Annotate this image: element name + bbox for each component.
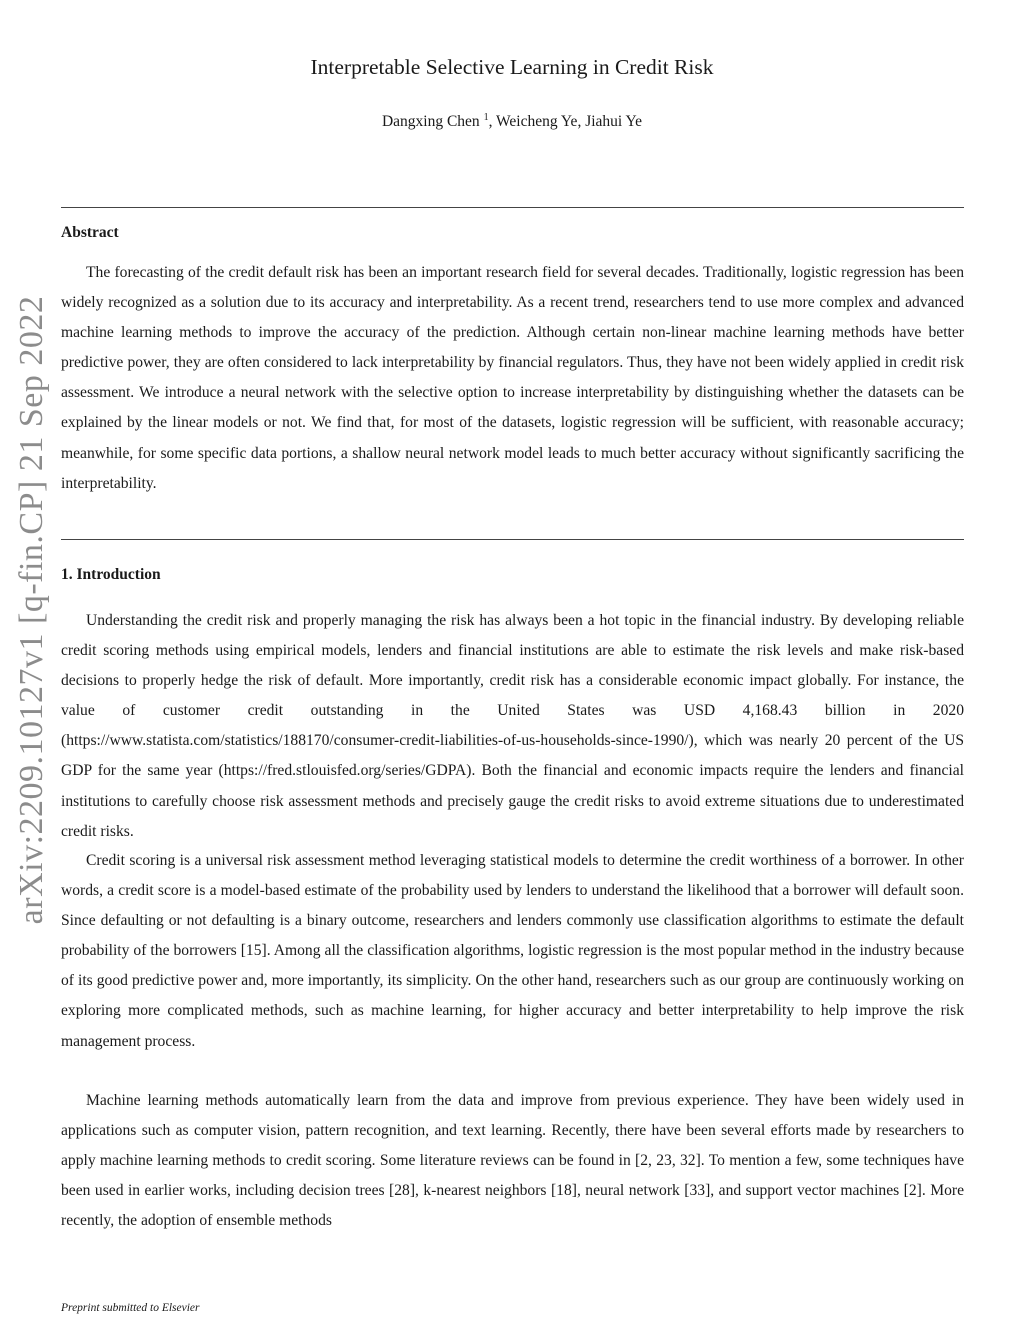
author-line bbox=[0, 112, 1024, 131]
preprint-footer: Preprint submitted to Elsevier bbox=[61, 1302, 200, 1314]
author-first: Dangxing Chen bbox=[381, 113, 480, 131]
abstract-bottom-rule bbox=[61, 539, 964, 540]
abstract-text: The forecasting of the credit default risk has been an important research field for several decades. Traditionally, logistic regression has been widely recognized as a solution due to its accuracy and interpretability. As a recent trend, researchers tend to use more complex and advanced machine learning methods to improve the accuracy of the prediction. Although certain non-linear machine learning methods have better predictive power, they are often considered to lack interpretability by financial regulators. Thus, they have not been widely applied in credit risk assessment. We introduce a neural network with the selective option to increase interpretability by distinguishing whether the datasets can be explained by the linear models or not. We find that, for most of the datasets, logistic regression will be sufficient, with reasonable accuracy; meanwhile, for some specific data portions, a shallow neural network model leads to much better accuracy without significantly sacrificing the interpretability. bbox=[61, 264, 964, 492]
author-affiliation-mark: 1 bbox=[483, 112, 489, 123]
abstract-heading: Abstract bbox=[61, 224, 119, 241]
author-others: , Weicheng Ye, Jiahui Ye bbox=[488, 113, 643, 131]
introduction-paragraph-1: Understanding the credit risk and properly managing the risk has always been a hot topic in the financial industry. By developing reliable credit scoring methods using empirical models, lenders and financial institutions are able to estimate the risk levels and make risk-based decisions to properly hedge the risk of default. More importantly, credit risk has a considerable economic impact globally. For instance, the value of customer credit outstanding in the United States was USD 4,168.43 billion in 2020 (https://www.statista.com/statistics/188170/consumer-credit-liabilities-of-us-households-since-1990/), which was nearly 20 percent of the US GDP for the same year (https://fred.stlouisfed.org/series/GDPA). Both the financial and economic impacts require the lenders and financial institutions to carefully choose risk assessment methods and precisely gauge the credit risks to avoid extreme situations due to underestimated credit risks. bbox=[61, 612, 964, 840]
paper-title: Interpretable Selective Learning in Credit Risk bbox=[310, 55, 714, 79]
introduction-heading: 1. Introduction bbox=[61, 566, 161, 583]
introduction-paragraph-2: Credit scoring is a universal risk assessment method leveraging statistical models to determine the credit worthiness of a borrower. In other words, a credit score is a model-based estimate of the probability used by lenders to understand the likelihood that a borrower will default soon. Since defaulting or not defaulting is a binary outcome, researchers and lenders commonly use classification algorithms to estimate the default probability of the borrowers [15]. Among all the classification algorithms, logistic regression is the most popular method in the industry because of its good predictive power and, more importantly, its simplicity. On the other hand, researchers such as our group are continuously working on exploring more complicated methods, such as machine learning, for higher accuracy and better interpretability to help improve the risk management process. bbox=[61, 852, 964, 1050]
introduction-paragraph-3: Machine learning methods automatically learn from the data and improve from previous experience. They have been widely used in applications such as computer vision, pattern recognition, and text learning. Recently, there have been several efforts made by researchers to apply machine learning methods to credit scoring. Some literature reviews can be found in [2, 23, 32]. To mention a few, some techniques have been used in earlier works, including decision trees [28], k-nearest neighbors [18], neural network [33], and support vector machines [2]. More recently, the adoption of ensemble methods bbox=[61, 1092, 964, 1230]
abstract-top-rule bbox=[61, 207, 964, 208]
arxiv-identifier-stamp: arXiv:2209.10127v1 [q-fin.CP] 21 Sep 2022 bbox=[13, 295, 50, 925]
